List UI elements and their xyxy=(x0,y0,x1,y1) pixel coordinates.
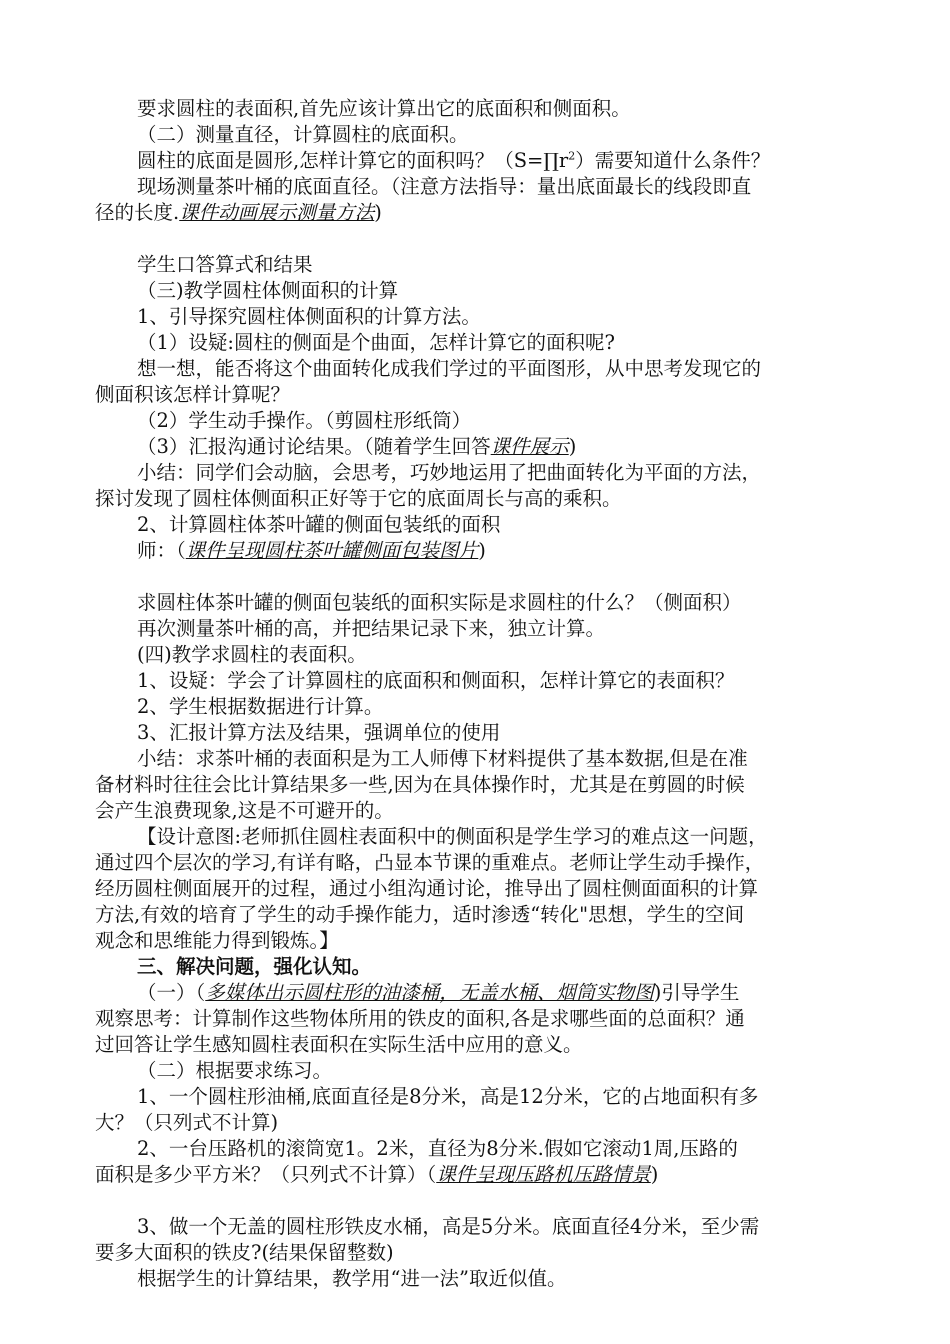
paragraph-line: （3）汇报沟通讨论结果。（随着学生回答课件展示) xyxy=(137,435,577,458)
section-heading: （二）根据要求练习。 xyxy=(137,1059,333,1082)
paragraph-line: 备材料时往往会比计算结果多一些,因为在具体操作时，尤其是在剪圆的时候 xyxy=(95,773,745,796)
design-intent-line: 观念和思维能力得到锻炼。】 xyxy=(95,929,339,952)
paragraph-line: （2）学生动手操作。（剪圆柱形纸筒） xyxy=(137,409,472,432)
paragraph-line: 再次测量茶叶桶的高，并把结果记录下来，独立计算。 xyxy=(137,617,606,640)
paragraph-line: 根据学生的计算结果，教学用“进一法”取近似值。 xyxy=(137,1267,567,1290)
paragraph-line: 师：（课件呈现圆柱茶叶罐侧面包装图片) xyxy=(137,539,486,562)
paragraph-line: （1）设疑:圆柱的侧面是个曲面，怎样计算它的面积呢? xyxy=(137,331,615,354)
design-intent-line: 通过四个层次的学习,有详有略，凸显本节课的重难点。老师让学生动手操作， xyxy=(95,851,765,874)
courseware-note: 课件动画展示测量方法 xyxy=(179,201,375,224)
superscript-2: 2 xyxy=(568,149,576,163)
exercise-line: 3、做一个无盖的圆柱形铁皮水桶，高是5分米。底面直径4分米，至少需 xyxy=(137,1215,760,1238)
paragraph-line: 过回答让学生感知圆柱表面积在实际生活中应用的意义。 xyxy=(95,1033,583,1056)
paragraph-line: 小结：同学们会动脑，会思考，巧妙地运用了把曲面转化为平面的方法， xyxy=(137,461,762,484)
blank-line xyxy=(95,226,865,252)
paragraph-line: 现场测量茶叶桶的底面直径。（注意方法指导：量出底面最长的线段即直 xyxy=(137,175,752,198)
paragraph-line: 1、设疑：学会了计算圆柱的底面积和侧面积，怎样计算它的表面积？ xyxy=(137,669,735,692)
courseware-note: 课件呈现压路机压路情景 xyxy=(436,1163,651,1186)
exercise-line: 面积是多少平方米？（只列式不计算）（课件呈现压路机压路情景) xyxy=(95,1163,659,1186)
courseware-note: 课件展示 xyxy=(490,435,569,458)
blank-line xyxy=(95,564,865,590)
paragraph-line: 圆柱的底面是圆形,怎样计算它的面积吗？$(S=\prod r^2)$需要知道什么条件？ xyxy=(137,149,771,172)
paragraph-line: 想一想，能否将这个曲面转化成我们学过的平面图形，从中思考发现它的 xyxy=(137,357,762,380)
courseware-note: 课件呈现圆柱茶叶罐侧面包装图片 xyxy=(185,539,479,562)
design-intent-line: 【设计意图:老师抓住圆柱表面积中的侧面积是学生学习的难点这一问题， xyxy=(137,825,768,848)
paragraph-line: 小结：求茶叶桶的表面积是为工人师傅下材料提供了基本数据,但是在准 xyxy=(137,747,748,770)
paragraph-line: 1、引导探究圆柱体侧面积的计算方法。 xyxy=(137,305,481,328)
design-intent-line: 经历圆柱侧面展开的过程，通过小组沟通讨论，推导出了圆柱侧面面积的计算 xyxy=(95,877,759,900)
paragraph-line: 会产生浪费现象,这是不可避开的。 xyxy=(95,799,394,822)
paragraph-line: 侧面积该怎样计算呢？ xyxy=(95,383,291,406)
section-heading: (四)教学求圆柱的表面积。 xyxy=(137,643,367,666)
exercise-line: 1、一个圆柱形油桶,底面直径是8分米，高是12分米，它的占地面积有多 xyxy=(137,1085,759,1108)
paragraph-line: 2、学生根据数据进行计算。 xyxy=(137,695,384,718)
paragraph-line: （一）（多媒体出示圆柱形的油漆桶，无盖水桶、烟筒实物图)引导学生 xyxy=(137,981,740,1004)
paragraph-line: 观察思考：计算制作这些物体所用的铁皮的面积,各是求哪些面的总面积？通 xyxy=(95,1007,745,1030)
section-heading: （二）测量直径，计算圆柱的底面积。 xyxy=(137,123,469,146)
section-heading: （三)教学圆柱体侧面积的计算 xyxy=(137,279,399,302)
exercise-line: 2、一台压路机的滚筒宽1。2米，直径为8分米.假如它滚动1周,压路的 xyxy=(137,1137,738,1160)
paragraph-line: 3、汇报计算方法及结果，强调单位的使用 xyxy=(137,721,501,744)
courseware-note: 多媒体出示圆柱形的油漆桶，无盖水桶、烟筒实物图 xyxy=(205,981,654,1004)
design-intent-line: 方法,有效的培育了学生的动手操作能力，适时渗透“转化"思想，学生的空间 xyxy=(95,903,745,926)
section-heading-bold: 三、解决问题，强化认知。 xyxy=(137,955,372,978)
exercise-line: 大？（只列式不计算) xyxy=(95,1111,279,1134)
document-body xyxy=(95,96,865,1292)
paragraph-line: 求圆柱体茶叶罐的侧面包装纸的面积实际是求圆柱的什么？（侧面积） xyxy=(137,591,742,614)
blank-line xyxy=(95,1188,865,1214)
paragraph-line: 学生口答算式和结果 xyxy=(137,253,313,276)
exercise-line: 要多大面积的铁皮?(结果保留整数) xyxy=(95,1241,394,1264)
paragraph-line: 探讨发现了圆柱体侧面积正好等于它的底面周长与高的乘积。 xyxy=(95,487,622,510)
paragraph-line: 2、计算圆柱体茶叶罐的侧面包装纸的面积 xyxy=(137,513,501,536)
paragraph-line: 要求圆柱的表面积,首先应该计算出它的底面积和侧面积。 xyxy=(137,97,631,120)
paragraph-line: 径的长度.课件动画展示测量方法) xyxy=(95,201,382,224)
